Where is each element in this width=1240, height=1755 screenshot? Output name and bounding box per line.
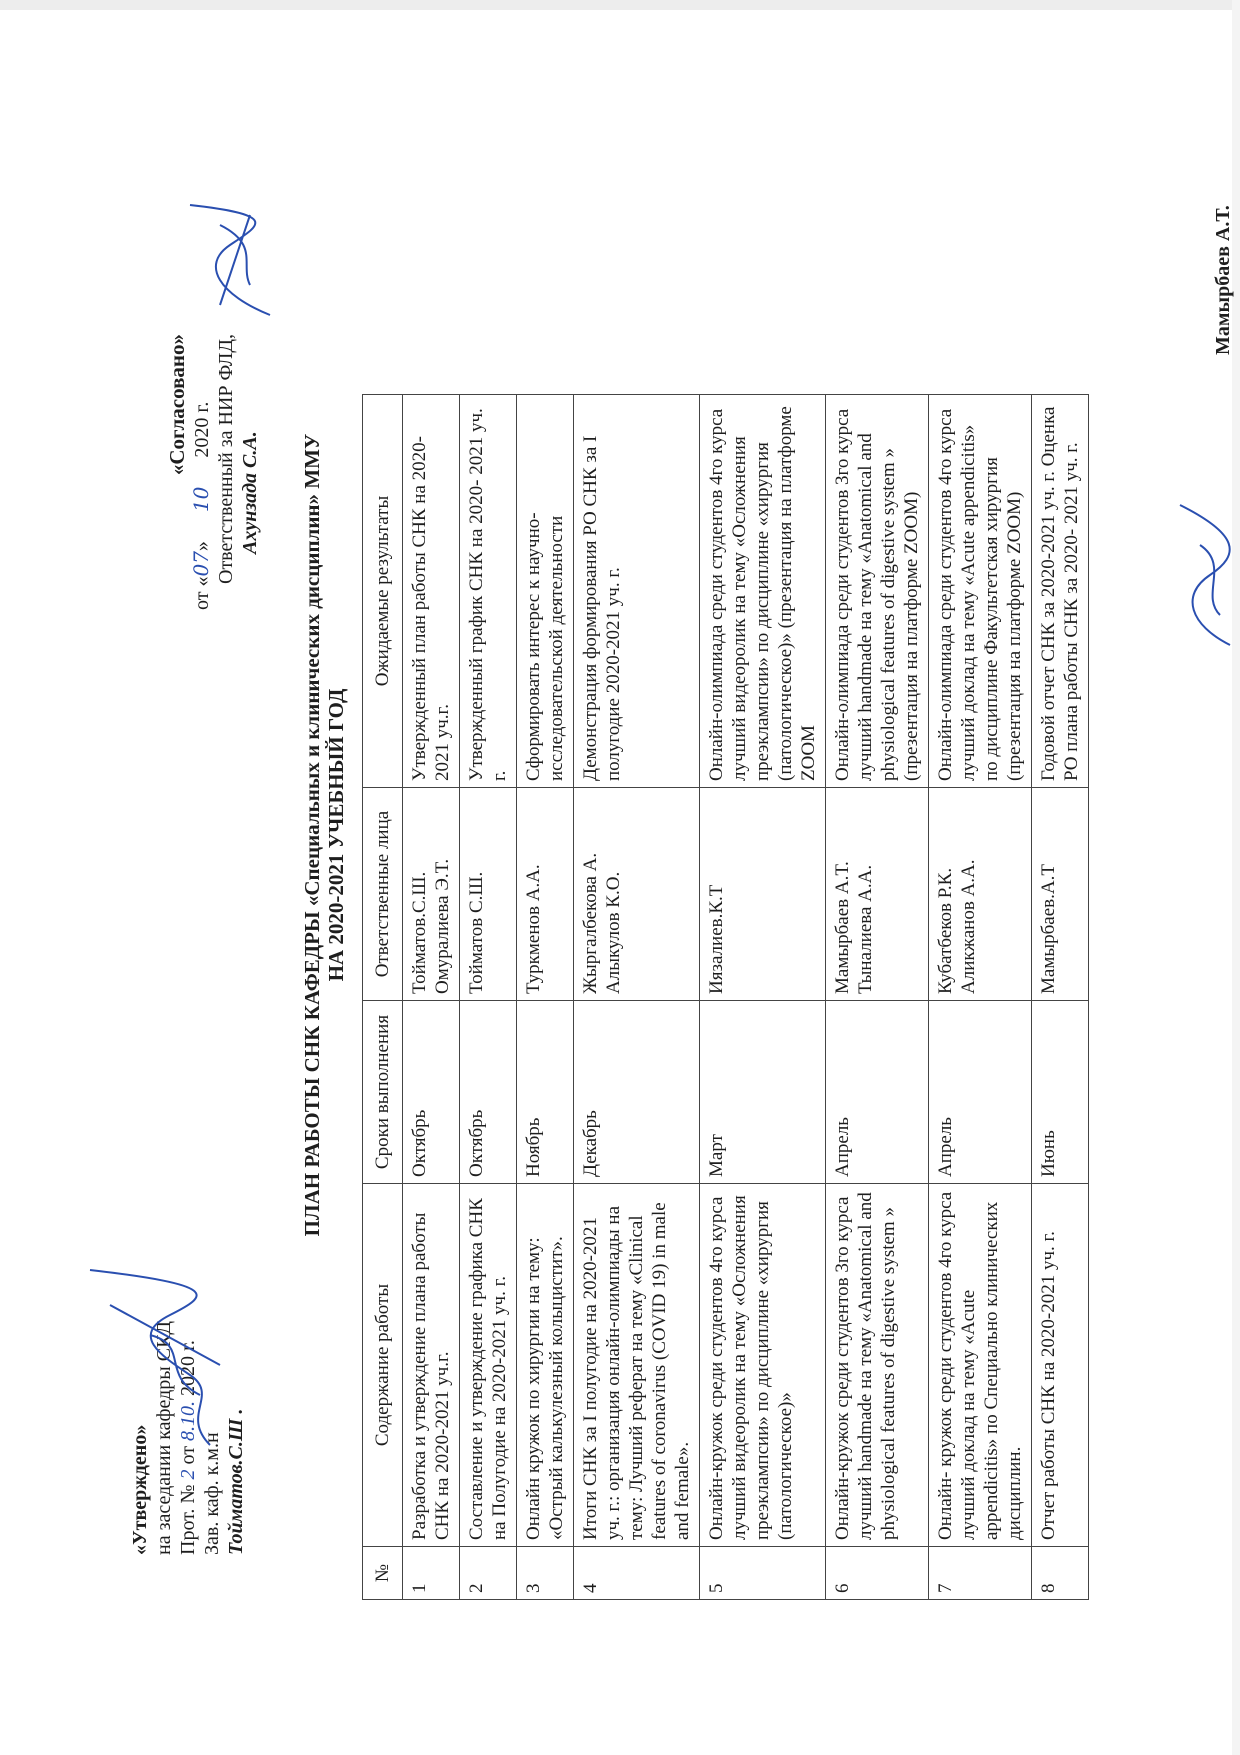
- cell-date: Апрель: [826, 1001, 929, 1184]
- cell-date: Апрель: [929, 1001, 1032, 1184]
- cell-content: Онлайн-кружок среди студентов 3го курса лучший handmade на тему «Anatomical and physiological features of digestive system »: [826, 1184, 929, 1547]
- cell-result: Утвержденный график СНК на 2020- 2021 уч. г.: [460, 395, 517, 788]
- cell-content: Онлайн- кружок среди студентов 4го курса лучший доклад на тему «Acute appendicitis» по Специально клинических дисциплин.: [929, 1184, 1032, 1547]
- table-row: [517, 395, 574, 1600]
- cell-resp: Жыргалбекова А. Алыкулов К.О.: [574, 788, 700, 1001]
- cell-content: Онлайн кружок по хирургии на тему: «Острый калькулезный колыцистит».: [517, 1184, 574, 1547]
- cell-date: Декабрь: [574, 1001, 700, 1184]
- cell-result: Онлайн-олимпиада среди студентов 3го курса лучший handmade на тему «Anatomical and physiological features of digestive system » (презентация на платформе ZOOM): [826, 395, 929, 788]
- head-name: Тойматов.С.Ш .: [225, 1408, 247, 1555]
- plan-table: [362, 394, 1089, 1600]
- agreed-name: Ахунзада С.А.: [239, 431, 261, 554]
- title-line2: НА 2020-2021 УЧЕБНЫЙ ГОД: [324, 688, 348, 982]
- cell-resp: Иязалиев.К.Т: [700, 788, 826, 1001]
- agreed-block: [165, 334, 262, 610]
- cell-date: Март: [700, 1001, 826, 1184]
- cell-result: Онлайн-олимпиада среди студентов 4го курса лучший доклад на тему «Acute appendicitis» по дисциплине Факультетская хирургия (презентация на платформе ZOOM): [929, 395, 1032, 788]
- header-num: №: [363, 1547, 403, 1600]
- cell-date: Июнь: [1032, 1001, 1089, 1184]
- cell-num: 5: [700, 1547, 826, 1600]
- cell-result: Демонстрация формирования РО СНК за I полугодие 2020-2021 уч. г.: [574, 395, 700, 788]
- agreed-date-mid: »: [191, 541, 213, 552]
- cell-result: Сформировать интерес к научно-исследовательской деятельности: [517, 395, 574, 788]
- cell-resp: Мамырбаев А.Т. Тыналиева А.А.: [826, 788, 929, 1001]
- title-line1: ПЛАН РАБОТЫ СНК КАФЕДРЫ «Специальных и клинических дисциплин» ММУ: [300, 433, 324, 1237]
- prot-prefix: Прот. №: [177, 1484, 199, 1555]
- agreed-heading: «Согласовано»: [165, 333, 189, 476]
- cell-content: Отчет работы СНК на 2020-2021 уч. г.: [1032, 1184, 1089, 1547]
- header-date: Сроки выполнения: [363, 1001, 403, 1184]
- cell-num: 8: [1032, 1547, 1089, 1600]
- cell-resp: Туркменов А.А.: [517, 788, 574, 1001]
- cell-num: 2: [460, 1547, 517, 1600]
- cell-content: Итоги СНК за I полугодие на 2020-2021 уч. г.: организация онлайн-олимпиады на тему: Лучший реферат на тему «Clinical features of coronavirus (COVID 19) in male and female».: [574, 1184, 700, 1547]
- agreed-role: Ответственный за НИР ФЛД,: [215, 333, 237, 584]
- prot-from: от: [177, 1446, 199, 1465]
- approved-signature: [70, 1255, 230, 1455]
- cell-num: 6: [826, 1547, 929, 1600]
- table-row: [460, 395, 517, 1600]
- header-resp: Ответственные лица: [363, 788, 403, 1001]
- table-row: [403, 395, 460, 1600]
- agreed-month: 10: [189, 486, 213, 513]
- table-header-row: [363, 395, 403, 1600]
- cell-resp: Кубатбеков Р.К. Аликжанов А.А.: [929, 788, 1032, 1001]
- cell-date: Октябрь: [460, 1001, 517, 1184]
- cell-date: Октябрь: [403, 1001, 460, 1184]
- header-result: Ожидаемые результаты: [363, 395, 403, 788]
- table-row: [700, 395, 826, 1600]
- cell-resp: Тойматов.С.Ш. Омуралиева Э.Т.: [403, 788, 460, 1001]
- cell-result: Утвержденный план работы СНК на 2020-2021 уч.г.: [403, 395, 460, 788]
- agreed-day: 07: [189, 551, 213, 577]
- table-row: [574, 395, 700, 1600]
- cell-num: 7: [929, 1547, 1032, 1600]
- head-title: Зав. каф. к.м.н: [201, 1432, 223, 1555]
- agreed-signature: [160, 185, 290, 335]
- prot-date: 8.10.: [177, 1401, 199, 1442]
- cell-resp: Тойматов С.Ш.: [460, 788, 517, 1001]
- agreed-year: 2020 г.: [191, 401, 213, 458]
- document-title: [300, 235, 348, 1435]
- approved-line1: на заседании кафедры СКД: [153, 1320, 175, 1555]
- approved-heading: «Утверждено»: [129, 1424, 151, 1555]
- bottom-signature: [1170, 495, 1240, 655]
- cell-num: 4: [574, 1547, 700, 1600]
- cell-date: Ноябрь: [517, 1001, 574, 1184]
- prot-number: 2: [177, 1469, 199, 1480]
- table-row: [1032, 395, 1089, 1600]
- agreed-date: [189, 334, 214, 610]
- cell-content: Составление и утверждение графика СНК на Полугодие на 2020-2021 уч. г.: [460, 1184, 517, 1547]
- table-row: [929, 395, 1032, 1600]
- prot-year: 2020 г.: [177, 1340, 199, 1397]
- cell-content: Онлайн-кружок среди студентов 4го курса лучший видеоролик на тему «Осложнения преэклампсии» по дисциплине «хирургия (патологическое)»: [700, 1184, 826, 1547]
- cell-result: Годовой отчет СНК за 2020-2021 уч. г. Оценка РО плана работы СНК за 2020- 2021 уч. г.: [1032, 395, 1089, 788]
- cell-num: 1: [403, 1547, 460, 1600]
- cell-resp: Мамырбаев.А.Т: [1032, 788, 1089, 1001]
- footer-right-name: Мамырбаев А.Т.: [1212, 205, 1234, 355]
- header-content: Содержание работы: [363, 1184, 403, 1547]
- cell-content: Разработка и утверждение плана работы СНК на 2020-2021 уч.г.: [403, 1184, 460, 1547]
- table-row: [826, 395, 929, 1600]
- cell-num: 3: [517, 1547, 574, 1600]
- agreed-date-prefix: от «: [191, 576, 213, 610]
- cell-result: Онлайн-олимпиада среди студентов 4го курса лучший видеоролик на тему «Осложнения преэклампсии» по дисциплине «хирургия (патологическое)» (презентация на платформе ZOOM: [700, 395, 826, 788]
